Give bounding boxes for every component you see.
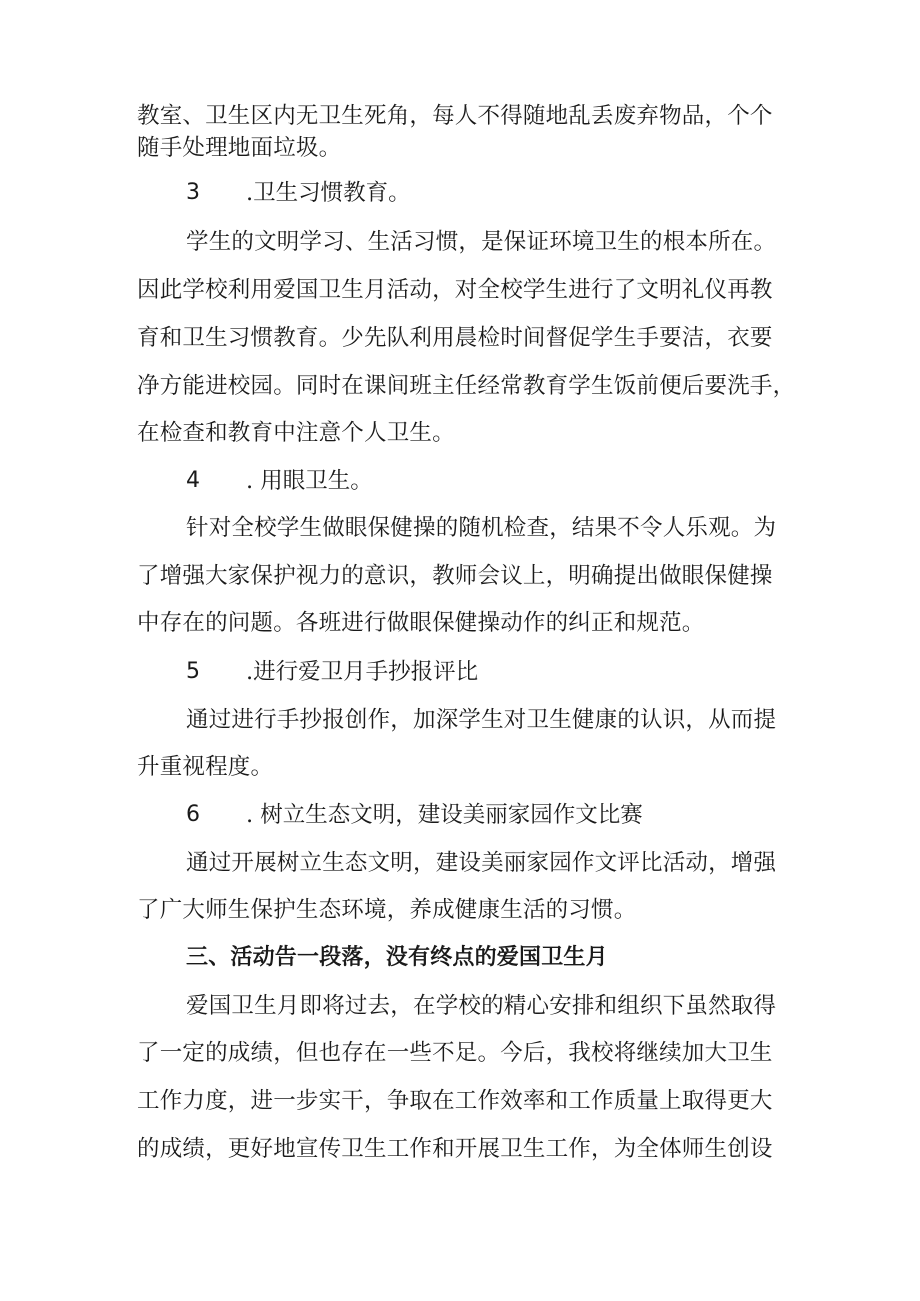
- paragraph-line: 了增强大家保护视力的意识，教师会议上，明确提出做眼保健操: [137, 563, 773, 589]
- paragraph-line: 育和卫生习惯教育。少先队利用晨检时间督促学生手要洁，衣要: [137, 325, 773, 351]
- paragraph-line: 爱国卫生月即将过去，在学校的精心安排和组织下虽然取得: [186, 993, 777, 1019]
- paragraph-line: 因此学校利用爱国卫生月活动，对全校学生进行了文明礼仪再教: [137, 277, 773, 303]
- list-item-title: . 树立生态文明，建设美丽家园作文比赛: [246, 802, 643, 828]
- paragraph-line: 中存在的问题。各班进行做眼保健操动作的纠正和规范。: [137, 610, 705, 636]
- list-number: 4: [186, 468, 200, 493]
- paragraph-line: 了广大师生保护生态环境，养成健康生活的习惯。: [137, 897, 637, 923]
- paragraph-line: 了一定的成绩，但也存在一些不足。今后，我校将继续加大卫生: [137, 1040, 773, 1066]
- paragraph-line: 在检查和教育中注意个人卫生。: [137, 420, 455, 446]
- paragraph-line: 针对全校学生做眼保健操的随机检查，结果不令人乐观。为: [186, 515, 777, 541]
- paragraph-line: 升重视程度。: [137, 754, 274, 780]
- paragraph-line: 净方能进校园。同时在课间班主任经常教育学生饭前便后要洗手，: [137, 373, 796, 399]
- list-number: 5: [186, 659, 200, 684]
- paragraph-line: 通过开展树立生态文明，建设美丽家园作文评比活动，增强: [186, 850, 777, 876]
- paragraph-line: 随手处理地面垃圾。: [137, 135, 342, 161]
- list-item-title: .卫生习惯教育。: [246, 180, 411, 206]
- paragraph-line: 的成绩，更好地宣传卫生工作和开展卫生工作，为全体师生创设: [137, 1136, 773, 1162]
- paragraph-line: 工作力度，进一步实干，争取在工作效率和工作质量上取得更大: [137, 1088, 773, 1114]
- section-heading: 三、活动告一段落，没有终点的爱国卫生月: [186, 945, 608, 970]
- list-number: 6: [186, 802, 200, 827]
- list-item-title: . 用眼卫生。: [246, 468, 373, 494]
- paragraph-line: 通过进行手抄报创作，加深学生对卫生健康的认识，从而提: [186, 707, 777, 733]
- list-number: 3: [186, 180, 200, 205]
- paragraph-line: 学生的文明学习、生活习惯，是保证环境卫生的根本所在。: [186, 229, 777, 255]
- paragraph-line: 教室、卫生区内无卫生死角，每人不得随地乱丢废弃物品，个个: [137, 103, 773, 129]
- list-item-title: .进行爱卫月手抄报评比: [246, 659, 479, 685]
